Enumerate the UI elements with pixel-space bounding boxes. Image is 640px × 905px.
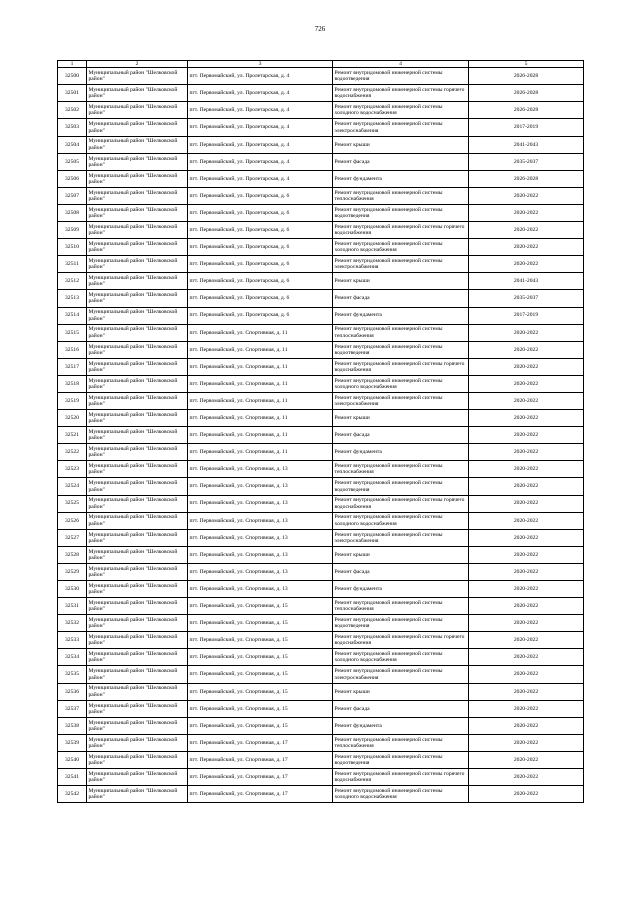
row-number-cell: 32525 [58,495,87,512]
address-cell: пгт. Первомайский, ул. Пролетарская, д. 6 [188,187,333,204]
row-number-cell: 32521 [58,427,87,444]
district-cell: Муниципальный район "Шелковской район" [87,581,188,598]
district-cell: Муниципальный район "Шелковской район" [87,769,188,786]
address-cell: пгт. Первомайский, ул. Спортивная, д. 15 [188,700,333,717]
work-type-cell: Ремонт фундамента [333,717,469,734]
period-cell: 2041-2043 [469,273,584,290]
period-cell: 2020-2022 [469,598,584,615]
work-type-cell: Ремонт внутридомовой инженерной системы холодного водоснабжения [333,375,469,392]
row-number-cell: 32527 [58,529,87,546]
table-row [58,478,584,495]
work-type-cell: Ремонт внутридомовой инженерной системы горячего водоснабжения [333,769,469,786]
period-cell: 2020-2022 [469,700,584,717]
district-cell: Муниципальный район "Шелковской район" [87,222,188,239]
row-number-cell: 32523 [58,461,87,478]
table-row [58,615,584,632]
work-type-cell: Ремонт фасада [333,427,469,444]
work-type-cell: Ремонт фасада [333,700,469,717]
row-number-cell: 32529 [58,563,87,580]
period-cell: 2020-2022 [469,222,584,239]
work-type-cell: Ремонт фундамента [333,170,469,187]
work-type-cell: Ремонт фундамента [333,307,469,324]
table-row [58,666,584,683]
district-cell: Муниципальный район "Шелковской район" [87,683,188,700]
district-cell: Муниципальный район "Шелковской район" [87,187,188,204]
period-cell: 2035-2037 [469,153,584,170]
work-type-cell: Ремонт крыши [333,410,469,427]
district-cell: Муниципальный район "Шелковской район" [87,85,188,102]
table-row [58,734,584,751]
period-cell: 2020-2022 [469,512,584,529]
row-number-cell: 32505 [58,153,87,170]
work-type-cell: Ремонт внутридомовой инженерной системы теплоснабжения [333,734,469,751]
work-type-cell: Ремонт внутридомовой инженерной системы электроснабжения [333,392,469,409]
work-type-cell: Ремонт внутридомовой инженерной системы водоотведения [333,478,469,495]
period-cell: 2017-2019 [469,307,584,324]
period-cell: 2020-2022 [469,734,584,751]
table-row [58,581,584,598]
district-cell: Муниципальный район "Шелковской район" [87,410,188,427]
period-cell: 2026-2028 [469,102,584,119]
period-cell: 2020-2022 [469,717,584,734]
work-type-cell: Ремонт внутридомовой инженерной системы горячего водоснабжения [333,222,469,239]
district-cell: Муниципальный район "Шелковской район" [87,598,188,615]
table-row [58,375,584,392]
work-type-cell: Ремонт внутридомовой инженерной системы электроснабжения [333,119,469,136]
address-cell: пгт. Первомайский, ул. Пролетарская, д. 6 [188,256,333,273]
table-row [58,786,584,803]
period-cell: 2017-2019 [469,119,584,136]
address-cell: пгт. Первомайский, ул. Спортивная, д. 11 [188,427,333,444]
work-type-cell: Ремонт внутридомовой инженерной системы электроснабжения [333,256,469,273]
row-number-cell: 32528 [58,546,87,563]
work-type-cell: Ремонт внутридомовой инженерной системы горячего водоснабжения [333,495,469,512]
address-cell: пгт. Первомайский, ул. Пролетарская, д. 6 [188,307,333,324]
table-row [58,546,584,563]
table-row [58,649,584,666]
table-row [58,341,584,358]
district-cell: Муниципальный район "Шелковской район" [87,615,188,632]
work-type-cell: Ремонт внутридомовой инженерной системы теплоснабжения [333,461,469,478]
table-row [58,632,584,649]
table-row [58,495,584,512]
table-row [58,136,584,153]
row-number-cell: 32519 [58,392,87,409]
district-cell: Муниципальный район "Шелковской район" [87,563,188,580]
table-row [58,444,584,461]
period-cell: 2020-2022 [469,358,584,375]
work-type-cell: Ремонт внутридомовой инженерной системы холодного водоснабжения [333,786,469,803]
table-row [58,307,584,324]
table-row [58,187,584,204]
address-cell: пгт. Первомайский, ул. Спортивная, д. 15 [188,615,333,632]
period-cell: 2020-2022 [469,256,584,273]
row-number-cell: 32514 [58,307,87,324]
period-cell: 2020-2022 [469,769,584,786]
table-row [58,392,584,409]
address-cell: пгт. Первомайский, ул. Спортивная, д. 17 [188,751,333,768]
table-row [58,222,584,239]
page-number: 726 [314,25,326,33]
period-cell: 2020-2022 [469,751,584,768]
district-cell: Муниципальный район "Шелковской район" [87,358,188,375]
work-type-cell: Ремонт фасада [333,290,469,307]
period-cell: 2020-2022 [469,666,584,683]
period-cell: 2020-2022 [469,410,584,427]
table-row [58,273,584,290]
column-header: 2 [87,61,188,68]
address-cell: пгт. Первомайский, ул. Спортивная, д. 15 [188,666,333,683]
table-row [58,563,584,580]
district-cell: Муниципальный район "Шелковской район" [87,341,188,358]
address-cell: пгт. Первомайский, ул. Пролетарская, д. 6 [188,239,333,256]
table-row [58,324,584,341]
address-cell: пгт. Первомайский, ул. Спортивная, д. 17 [188,734,333,751]
table-row [58,598,584,615]
work-type-cell: Ремонт внутридомовой инженерной системы теплоснабжения [333,598,469,615]
period-cell: 2020-2022 [469,683,584,700]
address-cell: пгт. Первомайский, ул. Спортивная, д. 11 [188,358,333,375]
row-number-cell: 32510 [58,239,87,256]
work-type-cell: Ремонт крыши [333,273,469,290]
district-cell: Муниципальный район "Шелковской район" [87,717,188,734]
row-number-cell: 32520 [58,410,87,427]
row-number-cell: 32502 [58,102,87,119]
period-cell: 2020-2022 [469,392,584,409]
table-row [58,204,584,221]
table-row [58,239,584,256]
row-number-cell: 32511 [58,256,87,273]
address-cell: пгт. Первомайский, ул. Спортивная, д. 11 [188,444,333,461]
address-cell: пгт. Первомайский, ул. Пролетарская, д. 4 [188,102,333,119]
row-number-cell: 32535 [58,666,87,683]
work-type-cell: Ремонт внутридомовой инженерной системы горячего водоснабжения [333,85,469,102]
table-row [58,290,584,307]
district-cell: Муниципальный район "Шелковской район" [87,427,188,444]
district-cell: Муниципальный район "Шелковской район" [87,512,188,529]
district-cell: Муниципальный район "Шелковской район" [87,324,188,341]
work-type-cell: Ремонт внутридомовой инженерной системы холодного водоснабжения [333,512,469,529]
work-type-cell: Ремонт внутридомовой инженерной системы горячего водоснабжения [333,632,469,649]
table-row [58,358,584,375]
work-type-cell: Ремонт фундамента [333,444,469,461]
row-number-cell: 32540 [58,751,87,768]
work-type-cell: Ремонт внутридомовой инженерной системы теплоснабжения [333,324,469,341]
period-cell: 2020-2022 [469,204,584,221]
address-cell: пгт. Первомайский, ул. Спортивная, д. 13 [188,546,333,563]
row-number-cell: 32539 [58,734,87,751]
address-cell: пгт. Первомайский, ул. Спортивная, д. 13 [188,478,333,495]
district-cell: Муниципальный район "Шелковской район" [87,68,188,85]
row-number-cell: 32526 [58,512,87,529]
table-row [58,119,584,136]
row-number-cell: 32501 [58,85,87,102]
period-cell: 2020-2022 [469,786,584,803]
period-cell: 2041-2043 [469,136,584,153]
district-cell: Муниципальный район "Шелковской район" [87,256,188,273]
work-type-cell: Ремонт крыши [333,683,469,700]
period-cell: 2020-2022 [469,444,584,461]
period-cell: 2020-2022 [469,341,584,358]
column-header: 5 [469,61,584,68]
district-cell: Муниципальный район "Шелковской район" [87,529,188,546]
district-cell: Муниципальный район "Шелковской район" [87,649,188,666]
table-row [58,461,584,478]
district-cell: Муниципальный район "Шелковской район" [87,119,188,136]
work-type-cell: Ремонт внутридомовой инженерной системы горячего водоснабжения [333,358,469,375]
work-type-cell: Ремонт фасада [333,563,469,580]
address-cell: пгт. Первомайский, ул. Пролетарская, д. 6 [188,273,333,290]
table-row [58,170,584,187]
table-row [58,68,584,85]
address-cell: пгт. Первомайский, ул. Пролетарская, д. 6 [188,222,333,239]
work-type-cell: Ремонт крыши [333,136,469,153]
table-row [58,102,584,119]
address-cell: пгт. Первомайский, ул. Спортивная, д. 15 [188,632,333,649]
work-type-cell: Ремонт внутридомовой инженерной системы холодного водоснабжения [333,649,469,666]
row-number-cell: 32504 [58,136,87,153]
table-row [58,683,584,700]
address-cell: пгт. Первомайский, ул. Спортивная, д. 11 [188,392,333,409]
period-cell: 2020-2022 [469,187,584,204]
work-type-cell: Ремонт внутридомовой инженерной системы водоотведения [333,341,469,358]
work-type-cell: Ремонт внутридомовой инженерной системы водоотведения [333,68,469,85]
row-number-cell: 32517 [58,358,87,375]
district-cell: Муниципальный район "Шелковской район" [87,204,188,221]
period-cell: 2020-2022 [469,427,584,444]
district-cell: Муниципальный район "Шелковской район" [87,495,188,512]
address-cell: пгт. Первомайский, ул. Спортивная, д. 11 [188,375,333,392]
period-cell: 2020-2022 [469,581,584,598]
district-cell: Муниципальный район "Шелковской район" [87,666,188,683]
period-cell: 2020-2022 [469,632,584,649]
row-number-cell: 32522 [58,444,87,461]
work-type-cell: Ремонт внутридомовой инженерной системы холодного водоснабжения [333,239,469,256]
work-type-cell: Ремонт внутридомовой инженерной системы холодного водоснабжения [333,102,469,119]
address-cell: пгт. Первомайский, ул. Спортивная, д. 13 [188,461,333,478]
row-number-cell: 32506 [58,170,87,187]
row-number-cell: 32507 [58,187,87,204]
district-cell: Муниципальный район "Шелковской район" [87,461,188,478]
row-number-cell: 32500 [58,68,87,85]
table-row [58,717,584,734]
district-cell: Муниципальный район "Шелковской район" [87,290,188,307]
address-cell: пгт. Первомайский, ул. Спортивная, д. 17 [188,769,333,786]
period-cell: 2020-2022 [469,529,584,546]
table-row [58,529,584,546]
table-row [58,512,584,529]
period-cell: 2026-2028 [469,170,584,187]
row-number-cell: 32512 [58,273,87,290]
column-header: 3 [188,61,333,68]
work-type-cell: Ремонт внутридомовой инженерной системы электроснабжения [333,529,469,546]
row-number-cell: 32516 [58,341,87,358]
district-cell: Муниципальный район "Шелковской район" [87,170,188,187]
period-cell: 2020-2022 [469,563,584,580]
row-number-cell: 32530 [58,581,87,598]
district-cell: Муниципальный район "Шелковской район" [87,786,188,803]
address-cell: пгт. Первомайский, ул. Спортивная, д. 13 [188,563,333,580]
column-header: 1 [58,61,87,68]
address-cell: пгт. Первомайский, ул. Спортивная, д. 13 [188,495,333,512]
district-cell: Муниципальный район "Шелковской район" [87,375,188,392]
work-type-cell: Ремонт внутридомовой инженерной системы водоотведения [333,204,469,221]
district-cell: Муниципальный район "Шелковской район" [87,700,188,717]
work-type-cell: Ремонт внутридомовой инженерной системы водоотведения [333,615,469,632]
address-cell: пгт. Первомайский, ул. Пролетарская, д. 6 [188,204,333,221]
column-header: 4 [333,61,469,68]
address-cell: пгт. Первомайский, ул. Пролетарская, д. 4 [188,68,333,85]
address-cell: пгт. Первомайский, ул. Спортивная, д. 11 [188,410,333,427]
district-cell: Муниципальный район "Шелковской район" [87,734,188,751]
district-cell: Муниципальный район "Шелковской район" [87,478,188,495]
address-cell: пгт. Первомайский, ул. Спортивная, д. 17 [188,786,333,803]
district-cell: Муниципальный район "Шелковской район" [87,546,188,563]
address-cell: пгт. Первомайский, ул. Пролетарская, д. 6 [188,290,333,307]
row-number-cell: 32531 [58,598,87,615]
row-number-cell: 32538 [58,717,87,734]
district-cell: Муниципальный район "Шелковской район" [87,632,188,649]
period-cell: 2020-2022 [469,239,584,256]
address-cell: пгт. Первомайский, ул. Спортивная, д. 11 [188,324,333,341]
district-cell: Муниципальный район "Шелковской район" [87,239,188,256]
period-cell: 2020-2022 [469,478,584,495]
table-row [58,256,584,273]
period-cell: 2020-2022 [469,546,584,563]
address-cell: пгт. Первомайский, ул. Спортивная, д. 13 [188,529,333,546]
address-cell: пгт. Первомайский, ул. Спортивная, д. 11 [188,341,333,358]
district-cell: Муниципальный район "Шелковской район" [87,307,188,324]
work-type-cell: Ремонт внутридомовой инженерной системы электроснабжения [333,666,469,683]
address-cell: пгт. Первомайский, ул. Пролетарская, д. 4 [188,119,333,136]
work-type-cell: Ремонт внутридомовой инженерной системы теплоснабжения [333,187,469,204]
table-row [58,769,584,786]
table-row [58,751,584,768]
district-cell: Муниципальный район "Шелковской район" [87,273,188,290]
district-cell: Муниципальный район "Шелковской район" [87,392,188,409]
district-cell: Муниципальный район "Шелковской район" [87,751,188,768]
row-number-cell: 32537 [58,700,87,717]
table-row [58,427,584,444]
row-number-cell: 32532 [58,615,87,632]
period-cell: 2026-2028 [469,85,584,102]
table-row [58,153,584,170]
address-cell: пгт. Первомайский, ул. Пролетарская, д. 4 [188,170,333,187]
address-cell: пгт. Первомайский, ул. Спортивная, д. 15 [188,649,333,666]
row-number-cell: 32533 [58,632,87,649]
address-cell: пгт. Первомайский, ул. Пролетарская, д. 4 [188,85,333,102]
period-cell: 2026-2028 [469,68,584,85]
row-number-cell: 32518 [58,375,87,392]
period-cell: 2020-2022 [469,461,584,478]
row-number-cell: 32534 [58,649,87,666]
row-number-cell: 32515 [58,324,87,341]
row-number-cell: 32542 [58,786,87,803]
address-cell: пгт. Первомайский, ул. Спортивная, д. 13 [188,512,333,529]
period-cell: 2020-2022 [469,649,584,666]
work-type-cell: Ремонт крыши [333,546,469,563]
district-cell: Муниципальный район "Шелковской район" [87,444,188,461]
work-type-cell: Ремонт фасада [333,153,469,170]
address-cell: пгт. Первомайский, ул. Спортивная, д. 15 [188,598,333,615]
period-cell: 2020-2022 [469,495,584,512]
period-cell: 2035-2037 [469,290,584,307]
row-number-cell: 32508 [58,204,87,221]
work-type-cell: Ремонт фундамента [333,581,469,598]
table-header-row [58,61,584,68]
row-number-cell: 32536 [58,683,87,700]
row-number-cell: 32513 [58,290,87,307]
row-number-cell: 32524 [58,478,87,495]
address-cell: пгт. Первомайский, ул. Спортивная, д. 15 [188,717,333,734]
row-number-cell: 32503 [58,119,87,136]
work-type-cell: Ремонт внутридомовой инженерной системы водоотведения [333,751,469,768]
district-cell: Муниципальный район "Шелковской район" [87,102,188,119]
period-cell: 2020-2022 [469,615,584,632]
address-cell: пгт. Первомайский, ул. Пролетарская, д. 4 [188,153,333,170]
table-row [58,85,584,102]
table-row [58,410,584,427]
row-number-cell: 32541 [58,769,87,786]
table-row [58,700,584,717]
district-cell: Муниципальный район "Шелковской район" [87,136,188,153]
address-cell: пгт. Первомайский, ул. Спортивная, д. 13 [188,581,333,598]
district-cell: Муниципальный район "Шелковской район" [87,153,188,170]
period-cell: 2020-2022 [469,375,584,392]
period-cell: 2020-2022 [469,324,584,341]
address-cell: пгт. Первомайский, ул. Пролетарская, д. 4 [188,136,333,153]
address-cell: пгт. Первомайский, ул. Спортивная, д. 15 [188,683,333,700]
row-number-cell: 32509 [58,222,87,239]
repair-schedule-table [57,60,584,803]
